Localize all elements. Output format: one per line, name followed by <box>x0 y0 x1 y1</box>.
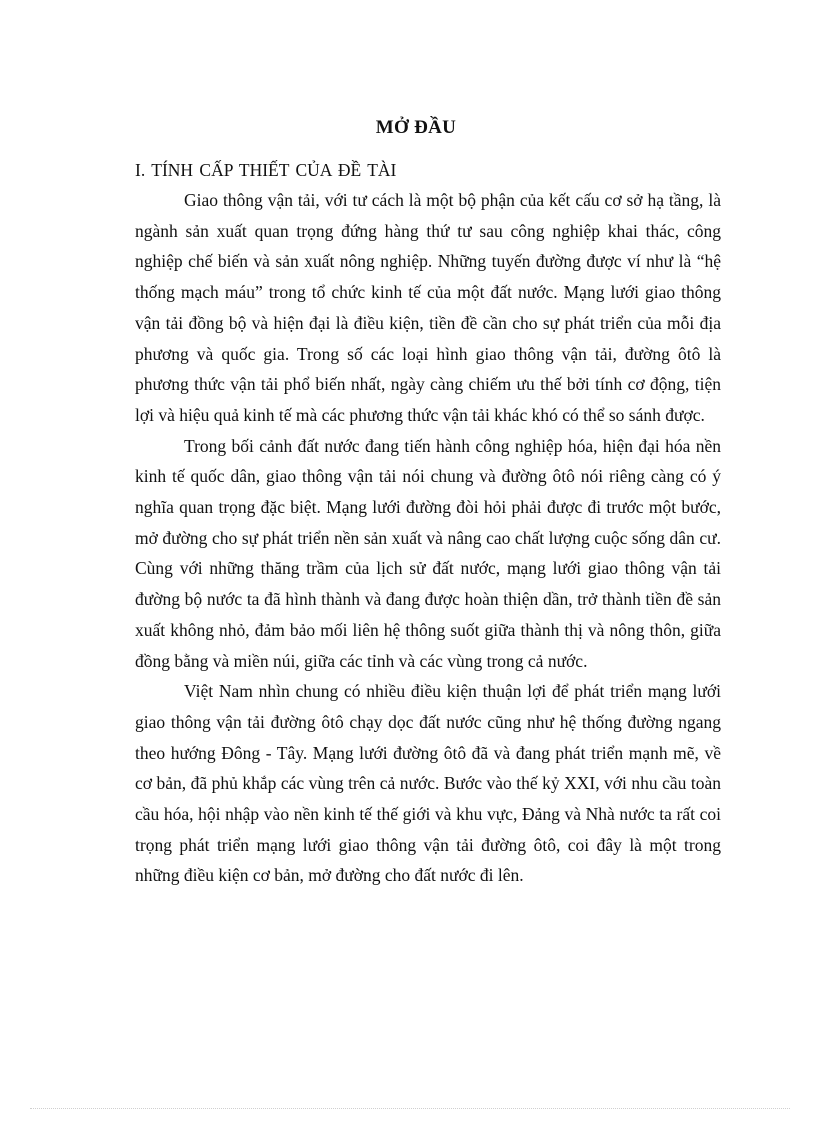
page-bottom-divider <box>30 1108 790 1109</box>
paragraph-1: Giao thông vận tải, với tư cách là một bộ phận của kết cấu cơ sở hạ tầng, là ngành sản xuất quan trọng đứng hàng thứ tư sau công nghiệp khai thác, công nghiệp chế biến và sản xuất nông nghiệp. Những tuyến đường được ví như là “hệ thống mạch máu” trong tổ chức kinh tế của một đất nước. Mạng lưới giao thông vận tải đồng bộ và hiện đại là điều kiện, tiền đề cần cho sự phát triển của mỗi địa phương và quốc gia. Trong số các loại hình giao thông vận tải, đường ôtô là phương thức vận tải phổ biến nhất, ngày càng chiếm ưu thế bởi tính cơ động, tiện lợi và hiệu quả kinh tế mà các phương thức vận tải khác khó có thể so sánh được. <box>135 190 721 425</box>
paragraph-3: Việt Nam nhìn chung có nhiều điều kiện thuận lợi để phát triển mạng lưới giao thông vận tải đường ôtô chạy dọc đất nước cũng như hệ thống đường ngang theo hướng Đông - Tây. Mạng lưới đường ôtô đã và đang phát triển mạnh mẽ, về cơ bản, đã phủ khắp các vùng trên cả nước. Bước vào thế kỷ XXI, với nhu cầu toàn cầu hóa, hội nhập vào nền kinh tế thế giới và khu vực, Đảng và Nhà nước ta rất coi trọng phát triển mạng lưới giao thông vận tải đường ôtô, coi đây là một trong những điều kiện cơ bản, mở đường cho đất nước đi lên. <box>135 681 721 886</box>
body-text <box>135 185 721 891</box>
paragraph-2: Trong bối cảnh đất nước đang tiến hành công nghiệp hóa, hiện đại hóa nền kinh tế quốc dân, giao thông vận tải nói chung và đường ôtô nói riêng càng có ý nghĩa quan trọng đặc biệt. Mạng lưới đường đòi hỏi phải được đi trước một bước, mở đường cho sự phát triển nền sản xuất và nâng cao chất lượng cuộc sống dân cư. Cùng với những thăng trầm của lịch sử đất nước, mạng lưới giao thông vận tải đường bộ nước ta đã hình thành và đang được hoàn thiện dần, trở thành tiền đề sản xuất không nhỏ, đảm bảo mối liên hệ thông suốt giữa thành thị và nông thôn, giữa đồng bằng và miền núi, giữa các tỉnh và các vùng trong cả nước. <box>135 435 721 671</box>
section-heading: I. TÍNH CẤP THIẾT CỦA ĐỀ TÀI <box>135 160 397 180</box>
page-title: MỞ ĐẦU <box>375 117 457 138</box>
